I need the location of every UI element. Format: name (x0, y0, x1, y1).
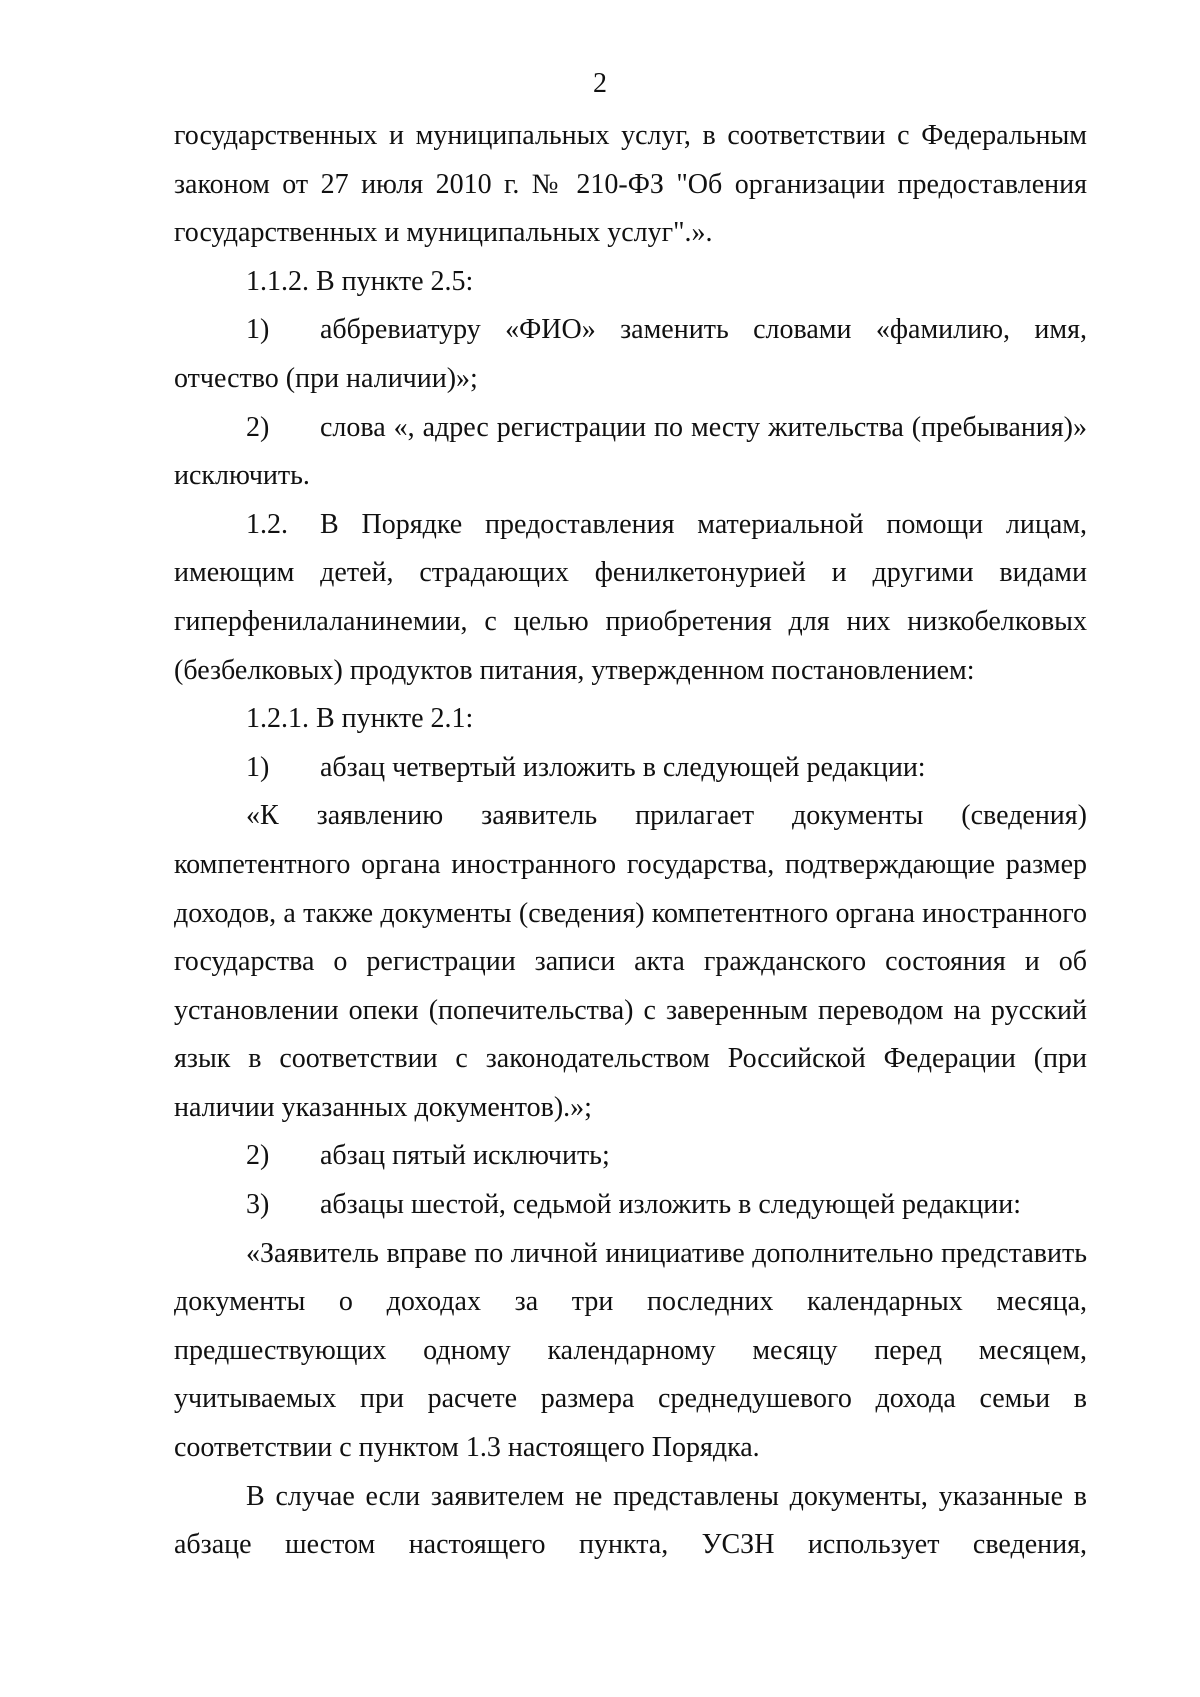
list-item (174, 744, 1087, 793)
list-item-number: 2) (246, 411, 270, 443)
list-item-text: абзацы шестой, седьмой изложить в следующей редакции: (320, 1189, 1022, 1221)
paragraph (174, 695, 1087, 744)
list-item (174, 306, 1087, 403)
list-item-number: 3) (246, 1189, 270, 1221)
list-item (174, 1132, 1087, 1181)
list-item-text: В Порядке предоставления материальной помощи лицам, имеющим детей, страдающих фенилкетонурией и другими видами гиперфенилаланинемии, с целью приобретения для них низкобелковых (безбелковых) продуктов питания, утвержденном постановлением: (174, 508, 1087, 686)
list-item-text: слова «, адрес регистрации по месту жительства (пребывания)» исключить. (174, 411, 1087, 492)
list-item-number: 1.2. (246, 508, 288, 540)
paragraph-text: 1.2.1. В пункте 2.1: (246, 703, 474, 735)
paragraph-text: 1.1.2. В пункте 2.5: (246, 265, 474, 297)
list-item (174, 501, 1087, 695)
paragraph (174, 258, 1087, 307)
list-item-text: абзац пятый исключить; (320, 1140, 610, 1172)
list-item (174, 1181, 1087, 1230)
paragraph-text: «К заявлению заявитель прилагает документы (сведения) компетентного органа иностранного государства, подтверждающие размер доходов, а также документы (сведения) компетентного органа иностранного государства о регистрации записи акта гражданского состояния и об установлении опеки (попечительства) с заверенным переводом на русский язык в соответствии с законодательством Российской Федерации (при наличии указанных документов).»; (174, 800, 1087, 1123)
paragraph (174, 1230, 1087, 1473)
document-body (174, 112, 1087, 1570)
list-item-text: аббревиатуру «ФИО» заменить словами «фамилию, имя, отчество (при наличии)»; (174, 314, 1087, 394)
list-item-number: 1) (246, 314, 270, 346)
list-item-number: 1) (246, 751, 270, 783)
paragraph-text: «Заявитель вправе по личной инициативе дополнительно представить документы о доходах за три последних календарных месяца, предшествующих одному календарному месяцу перед месяцем, учитываемых при расчете размера среднедушевого дохода семьи в соответствии с пунктом 1.3 настоящего Порядка. (174, 1237, 1087, 1464)
paragraph (174, 112, 1087, 258)
page-number: 2 (593, 68, 607, 99)
list-item-number: 2) (246, 1140, 270, 1172)
paragraph-text: В случае если заявителем не представлены документы, указанные в абзаце шестом настоящего пункта, УСЗН использует сведения, (174, 1480, 1087, 1561)
list-item-text: абзац четвертый изложить в следующей редакции: (320, 751, 926, 783)
paragraph (174, 1473, 1087, 1570)
list-item (174, 404, 1087, 501)
paragraph-text: государственных и муниципальных услуг, в соответствии с Федеральным законом от 27 июля 2010 г. № 210-ФЗ "Об организации предоставления государственных и муниципальных услуг".». (174, 120, 1087, 249)
paragraph (174, 792, 1087, 1132)
